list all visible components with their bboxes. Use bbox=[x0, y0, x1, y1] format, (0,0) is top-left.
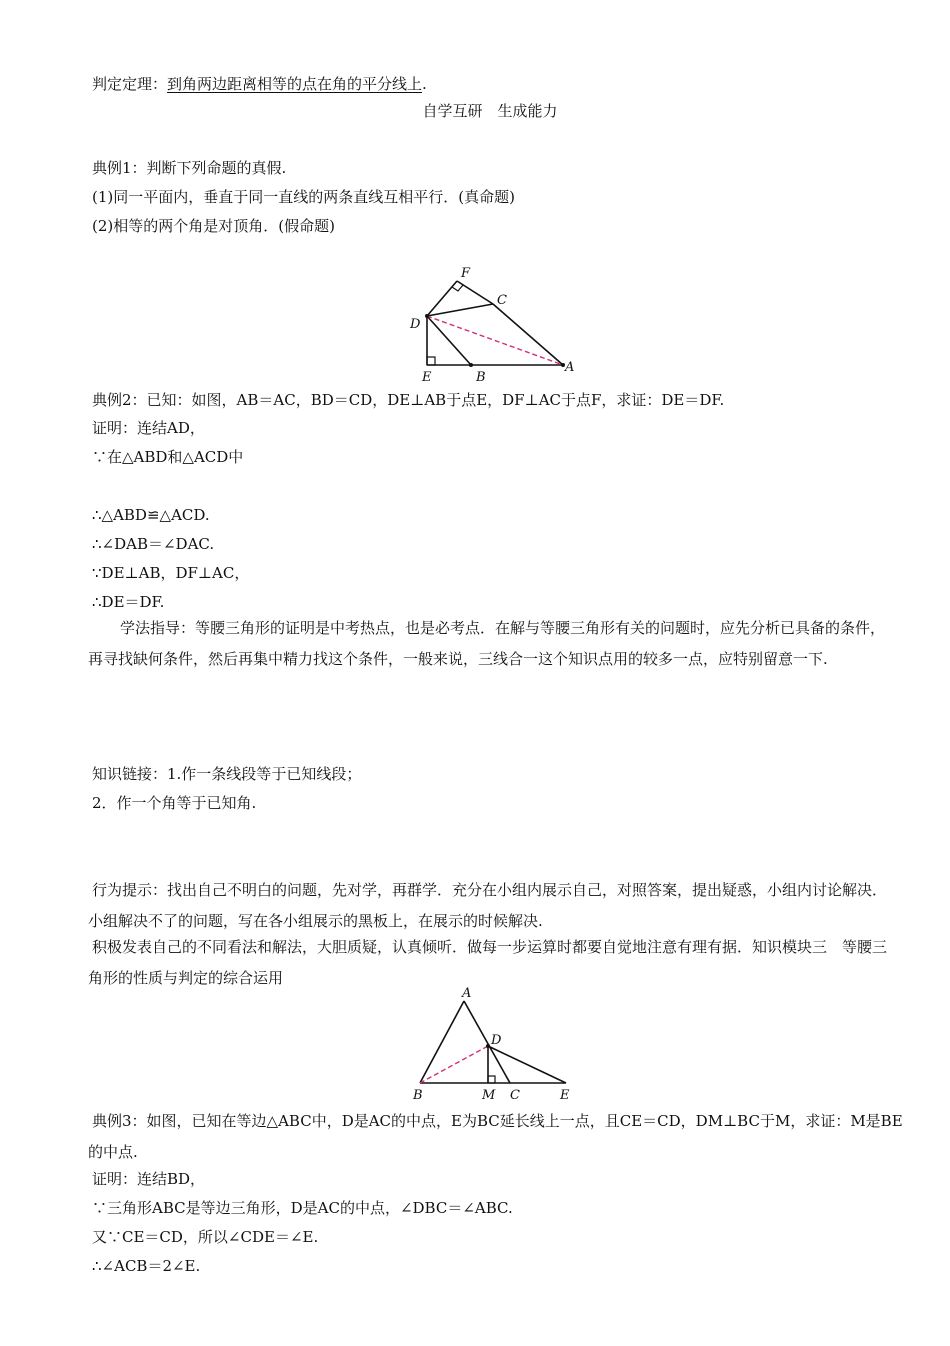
example2-proof-line3: ∴△ABD≌△ACD. bbox=[92, 506, 210, 524]
label-a: A bbox=[565, 360, 575, 375]
example1-q1: (1)同一平面内，垂直于同一直线的两条直线互相平行．(真命题) bbox=[92, 188, 515, 206]
segment-dc bbox=[427, 304, 493, 316]
example2-proof-line6: ∴DE＝DF. bbox=[92, 593, 165, 611]
behavior-hint-paragraph: 行为提示：找出自己不明白的问题，先对学，再群学．充分在小组内展示自己，对照答案，提出疑惑，小组内讨论解决．小组解决不了的问题，写在各小组展示的黑板上，在展示的时候解决. bbox=[88, 881, 888, 930]
right-angle-mark-e bbox=[427, 357, 435, 365]
example3-proof-line1: 证明：连结BD， bbox=[92, 1170, 206, 1188]
example3-proof-line3: 又∵CE＝CD，所以∠CDE＝∠E. bbox=[92, 1228, 319, 1246]
example3-proof-line2: ∵三角形ABC是等边三角形，D是AC的中点，∠DBC＝∠ABC. bbox=[92, 1199, 513, 1217]
theorem-end: . bbox=[422, 75, 427, 93]
label-d: D bbox=[410, 317, 421, 332]
example2-proof-line2: ∵在△ABD和△ACD中 bbox=[92, 448, 244, 466]
knowledge-link-line1: 知识链接：1.作一条线段等于已知线段； bbox=[92, 765, 362, 783]
label-e: E bbox=[560, 1088, 570, 1103]
example2-problem: 典例2：已知：如图，AB＝AC，BD＝CD，DE⊥AB于点E，DF⊥AC于点F，求证：DE＝DF. bbox=[92, 391, 725, 409]
label-d: D bbox=[491, 1033, 502, 1048]
label-c: C bbox=[510, 1088, 520, 1103]
theorem-line bbox=[92, 74, 427, 94]
behavior-paragraph-2: 积极发表自己的不同看法和解法，大胆质疑，认真倾听．做每一步运算时都要自觉地注意有理有据．知识模块三 等腰三角形的性质与判定的综合运用 bbox=[88, 938, 888, 987]
label-f: F bbox=[461, 266, 471, 281]
label-b: B bbox=[476, 370, 486, 385]
dashed-segment-da bbox=[427, 316, 563, 365]
segment-fc bbox=[457, 281, 493, 304]
example1-title: 典例1：判断下列命题的真假. bbox=[92, 159, 287, 177]
example2-proof-line5: ∵DE⊥AB，DF⊥AC， bbox=[92, 564, 250, 582]
example2-proof-line1: 证明：连结AD， bbox=[92, 419, 205, 437]
label-b: B bbox=[413, 1088, 423, 1103]
example2-proof-line4: ∴∠DAB＝∠DAC. bbox=[92, 535, 215, 553]
segment-ac bbox=[464, 1001, 510, 1083]
example3-proof-line4: ∴∠ACB＝2∠E. bbox=[92, 1257, 201, 1275]
example3-problem: 典例3：如图，已知在等边△ABC中，D是AC的中点，E为BC延长线上一点，且CE＝CD，DM⊥BC于M，求证：M是BE的中点. bbox=[88, 1112, 903, 1161]
right-angle-mark-m bbox=[488, 1076, 495, 1083]
label-a: A bbox=[462, 986, 472, 1001]
example1-q2: (2)相等的两个角是对顶角．(假命题) bbox=[92, 217, 335, 235]
segment-ca bbox=[493, 304, 563, 365]
segment-db bbox=[427, 316, 471, 365]
figure-1-diagram bbox=[400, 262, 590, 386]
point-b bbox=[469, 363, 473, 367]
method-guide-paragraph: 学法指导：等腰三角形的证明是中考热点，也是必考点．在解与等腰三角形有关的问题时，应先分析已具备的条件，再寻找缺何条件，然后再集中精力找这个条件，一般来说，三线合一这个知识点用的较多一点，应特别留意一下. bbox=[88, 619, 886, 668]
section-title: 自学互研 生成能力 bbox=[422, 102, 558, 120]
theorem-label: 判定定理： bbox=[92, 75, 168, 93]
label-c: C bbox=[497, 293, 507, 308]
label-e: E bbox=[422, 370, 432, 385]
point-d bbox=[425, 314, 429, 318]
theorem-text: 到角两边距离相等的点在角的平分线上 bbox=[167, 75, 423, 93]
figure-2-diagram bbox=[405, 985, 585, 1103]
knowledge-link-line2: 2．作一个角等于已知角. bbox=[92, 794, 257, 812]
label-m: M bbox=[482, 1088, 496, 1103]
point-d bbox=[486, 1044, 490, 1048]
